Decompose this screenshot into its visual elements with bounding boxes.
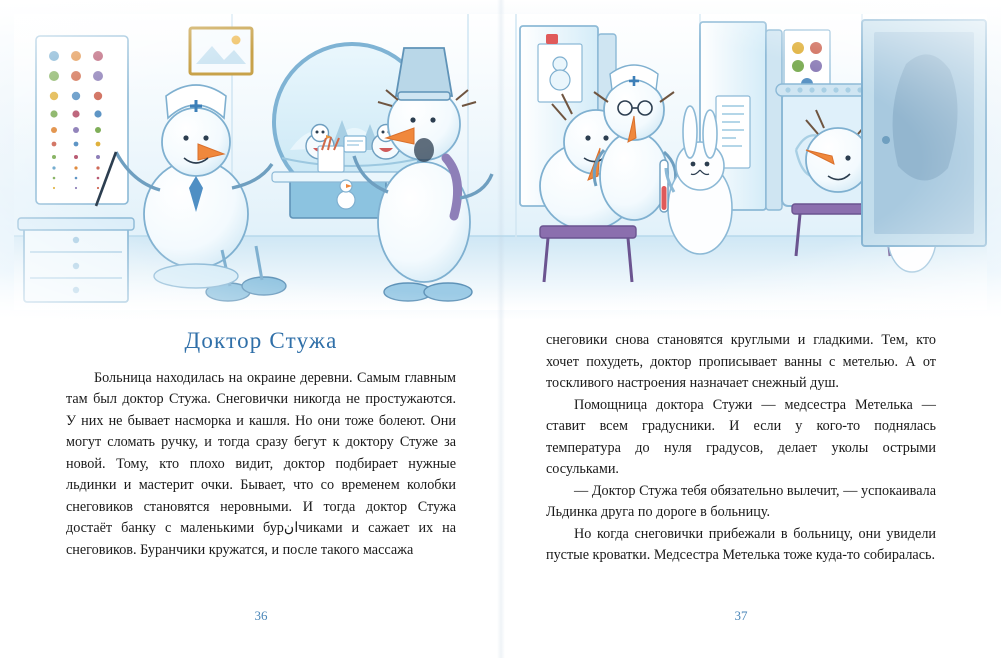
illustration-svg xyxy=(0,0,1001,320)
folio-left: 36 xyxy=(254,608,268,623)
page-title: Доктор Стужа xyxy=(184,328,338,353)
paragraph-dialogue: — Доктор Стужа тебя обязательно вылечит, — успокаивала Льдинка друга по дороге в больницу. xyxy=(546,482,936,520)
illustration-snowmen-hospital xyxy=(0,0,1001,320)
paragraph: снеговики снова становятся круглыми и гладкими. Тем, кто хочет похудеть, доктор прописывает ванны с метелью. А от тоскливого настроения назначает снежный душ. xyxy=(546,332,936,391)
left-page-text xyxy=(66,330,456,561)
paragraph: Помощница доктора Стужи — медсестра Метелька — ставит всем градусники. И если у кого-то поднялась температура до нуля градусов, делает уколы острыми сосульками. xyxy=(546,396,936,477)
right-page-text xyxy=(546,330,936,567)
paragraph: Но когда снеговички прибежали в больницу, они увидели пустые кроватки. Медсестра Метелька тоже куда-то собиралась. xyxy=(546,525,936,563)
paragraph: Больница находилась на окраине деревни. Самым главным там был доктор Стужа. Снеговички никогда не простужаются. У них не бывает насморка и кашля. Но они тоже болеют. Они могут сломать ручку, и тогда сразу бегут к доктору Стуже за новой. Тому, кто плохо видит, доктор подбирает нужные льдинки и мастерит очки. Бывает, что со временем колобки снеговиков становятся неровными. И тогда доктор Стужа достаёт банку с маленькими бурانчиками и сажает их на снеговиков. Буранчики кружатся, и после такого массажа xyxy=(66,369,456,558)
folio-right: 37 xyxy=(734,608,748,623)
